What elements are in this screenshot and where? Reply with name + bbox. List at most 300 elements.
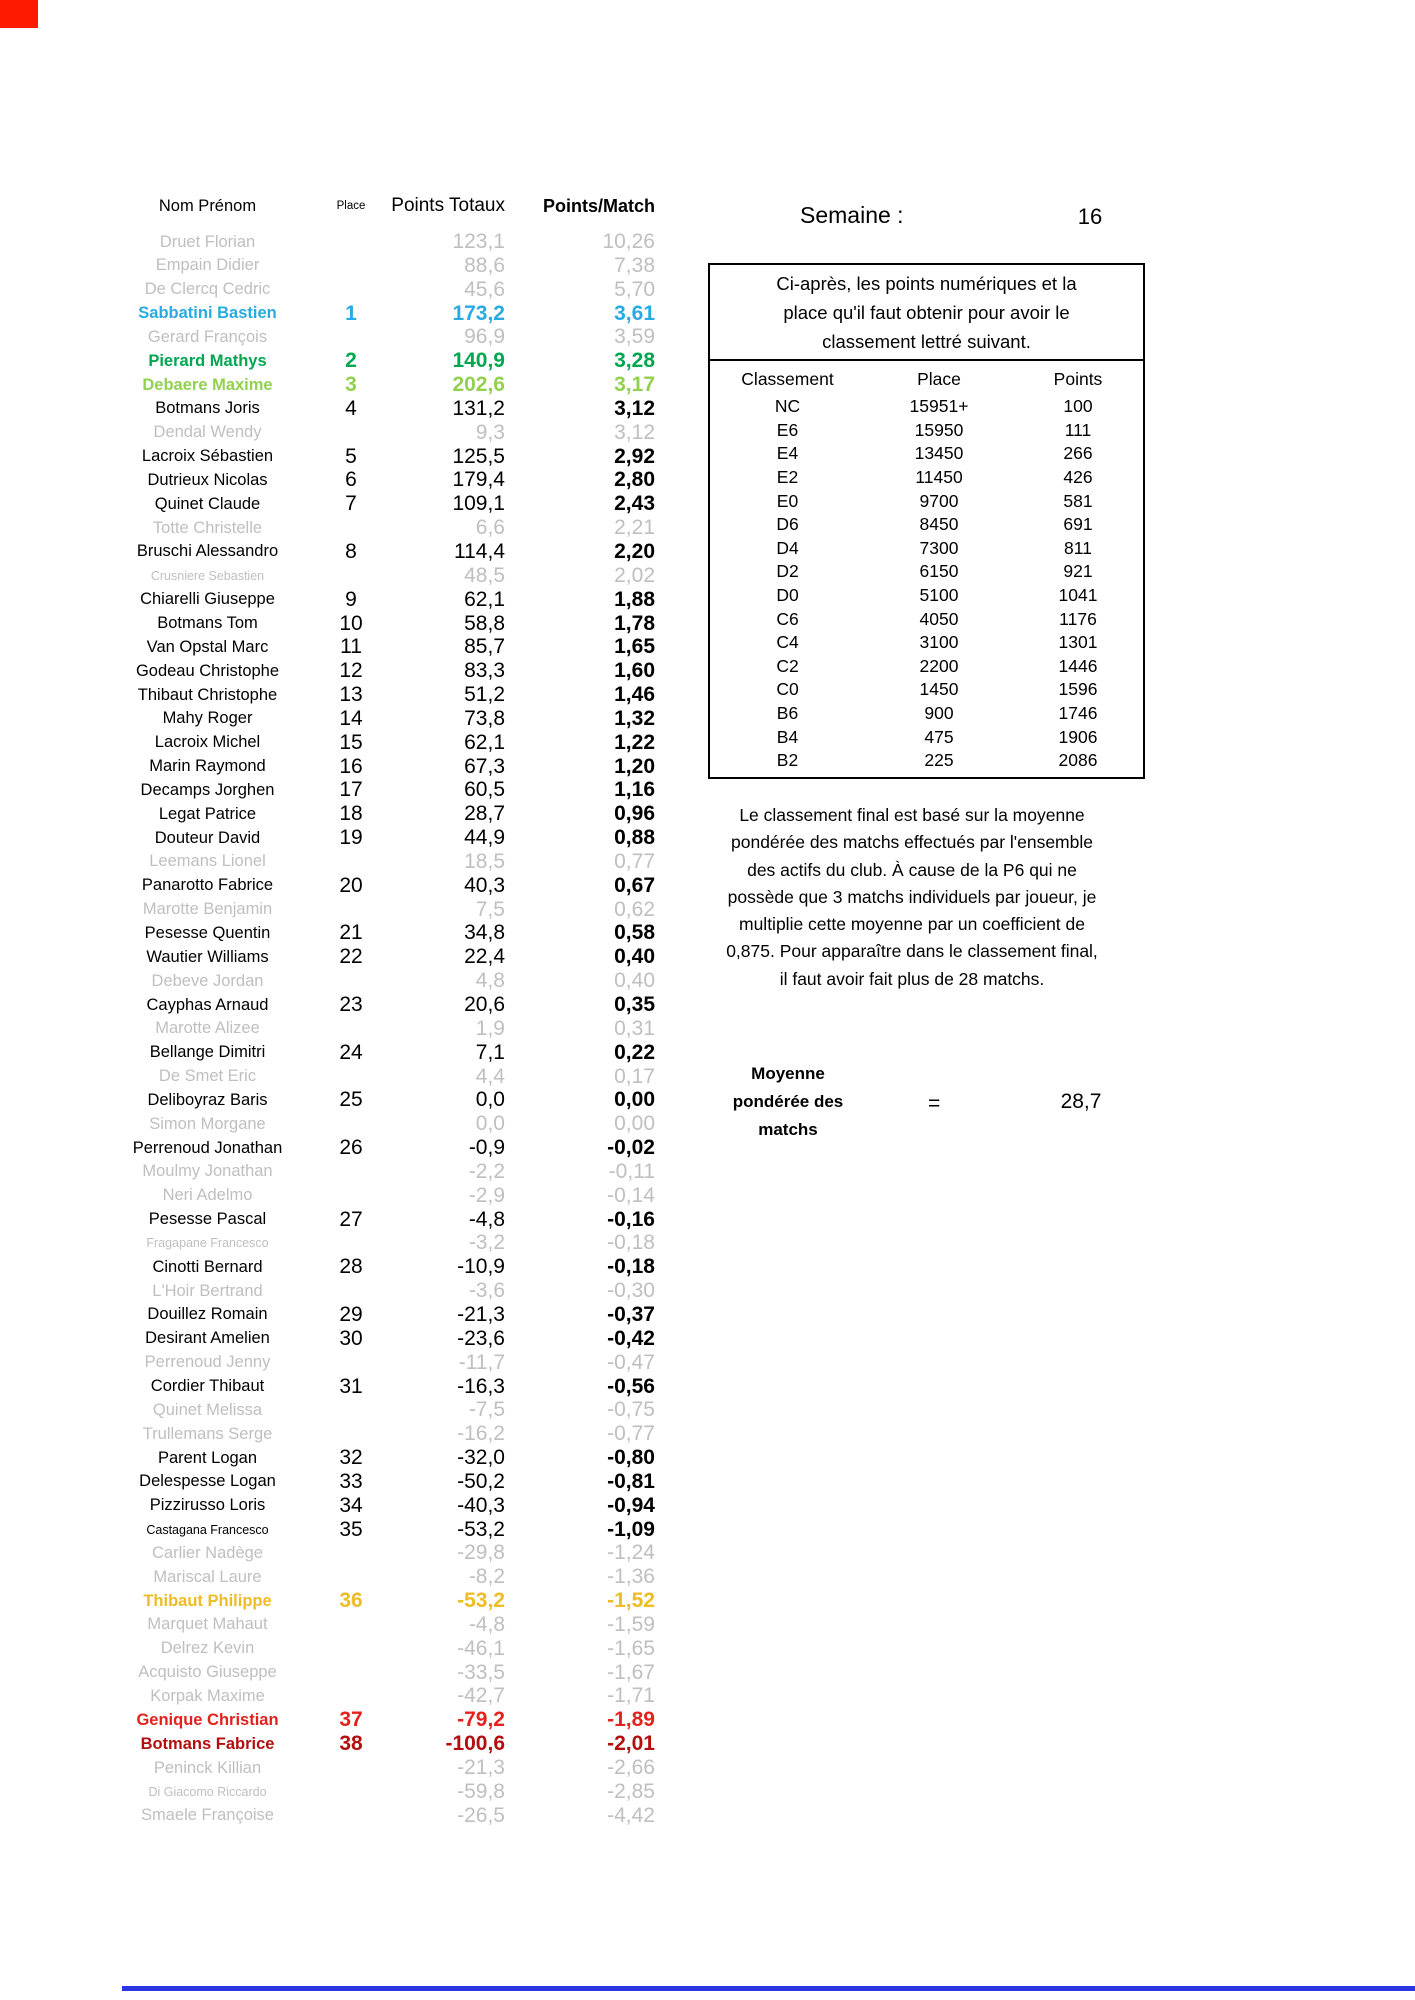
classement-points: 1906 <box>1058 726 1098 747</box>
points-total-value: 73,8 <box>464 706 505 730</box>
points-per-match-value: 0,22 <box>614 1040 655 1064</box>
table-row <box>95 993 655 1017</box>
place-value: 3 <box>345 373 357 397</box>
classement-row <box>710 466 1143 490</box>
player-name: Mariscal Laure <box>153 1567 262 1586</box>
table-row <box>95 1041 655 1065</box>
points-per-match-value: -1,65 <box>607 1636 655 1660</box>
corner-marker <box>0 0 38 28</box>
player-name: Perrenoud Jenny <box>144 1353 271 1372</box>
final-note-line: 0,875. Pour apparaître dans le classement final, <box>726 941 1098 962</box>
table-row <box>95 1375 655 1399</box>
player-name: L'Hoir Bertrand <box>152 1281 263 1300</box>
points-per-match-value: 3,17 <box>614 373 655 397</box>
place-value: 38 <box>339 1732 363 1756</box>
classement-points: 100 <box>1063 396 1093 417</box>
classement-row <box>710 678 1143 702</box>
player-name: Van Opstal Marc <box>146 637 269 656</box>
points-total-value: 40,3 <box>464 873 505 897</box>
points-total-value: -4,8 <box>468 1612 505 1636</box>
place-value: 11 <box>340 635 362 659</box>
points-total-value: 114,4 <box>454 539 505 563</box>
table-row <box>95 1136 655 1160</box>
points-total-value: -3,2 <box>468 1231 505 1255</box>
points-per-match-value: -0,77 <box>607 1422 655 1446</box>
player-name: Wautier Williams <box>146 947 269 966</box>
player-name: Thibaut Philippe <box>143 1591 272 1610</box>
classement-row <box>710 395 1143 419</box>
classement-letter: D0 <box>776 585 799 606</box>
classement-place: 475 <box>924 726 954 747</box>
player-name: Marquet Mahaut <box>147 1615 268 1634</box>
points-total-value: 6,6 <box>475 516 505 540</box>
table-row <box>95 1589 655 1613</box>
table-row <box>95 612 655 636</box>
table-row <box>95 1470 655 1494</box>
place-value: 20 <box>339 873 363 897</box>
player-name: Cayphas Arnaud <box>146 995 269 1014</box>
header-name: Nom Prénom <box>158 196 257 215</box>
player-name: Desirant Amelien <box>145 1329 270 1348</box>
place-value: 34 <box>339 1493 363 1517</box>
points-total-value: -0,9 <box>468 1136 505 1160</box>
table-row <box>95 1708 655 1732</box>
table-row <box>95 302 655 326</box>
points-total-value: -59,8 <box>457 1779 505 1803</box>
classement-header-points: Points <box>1053 368 1103 389</box>
points-per-match-value: -1,24 <box>607 1541 655 1565</box>
table-row <box>95 516 655 540</box>
place-value: 12 <box>339 659 363 683</box>
player-name: Cordier Thibaut <box>150 1377 265 1395</box>
player-name: Mahy Roger <box>162 709 253 728</box>
player-name: Trullemans Serge <box>142 1424 273 1443</box>
place-value: 31 <box>339 1374 363 1398</box>
table-row <box>95 1160 655 1184</box>
classement-letter: B6 <box>776 703 799 724</box>
classement-letter: D4 <box>776 537 799 558</box>
classement-row <box>710 725 1143 749</box>
ranking-table <box>95 192 655 1828</box>
classement-points: 426 <box>1063 467 1093 488</box>
player-name: Acquisto Giuseppe <box>138 1663 277 1682</box>
table-row <box>95 1684 655 1708</box>
place-value: 6 <box>345 468 357 492</box>
points-per-match-value: -1,52 <box>607 1589 655 1613</box>
table-row <box>95 1327 655 1351</box>
points-per-match-value: 0,77 <box>614 849 655 873</box>
classement-points: 921 <box>1063 561 1093 582</box>
table-row <box>95 1088 655 1112</box>
table-row <box>95 1637 655 1661</box>
points-total-value: -32,0 <box>457 1446 505 1470</box>
classement-points: 2086 <box>1058 750 1098 771</box>
points-per-match-value: -1,67 <box>607 1660 655 1684</box>
table-row <box>95 1017 655 1041</box>
ranking-rows <box>95 230 655 1828</box>
place-value: 24 <box>339 1040 363 1064</box>
place-value: 2 <box>345 349 357 373</box>
place-value: 33 <box>339 1469 363 1493</box>
classement-points: 266 <box>1063 443 1093 464</box>
table-row <box>95 564 655 588</box>
table-row <box>95 1065 655 1089</box>
points-total-value: 22,4 <box>464 945 505 969</box>
header-points-total: Points Totaux <box>391 195 505 216</box>
info-line: classement lettré suivant. <box>822 331 1031 352</box>
player-name: Quinet Claude <box>154 494 261 513</box>
points-per-match-value: 1,88 <box>614 587 655 611</box>
classement-place: 4050 <box>919 608 959 629</box>
points-total-value: 28,7 <box>464 802 505 826</box>
points-per-match-value: 0,17 <box>614 1064 655 1088</box>
player-name: Perrenoud Jonathan <box>132 1138 283 1157</box>
week-value: 16 <box>1077 204 1103 229</box>
classement-letter: C4 <box>776 632 799 653</box>
player-name: Cinotti Bernard <box>152 1257 263 1276</box>
table-row <box>95 945 655 969</box>
points-total-value: 67,3 <box>464 754 505 778</box>
points-per-match-value: 7,38 <box>614 253 655 277</box>
header-points-match: Points/Match <box>542 195 655 216</box>
table-row <box>95 802 655 826</box>
table-row <box>95 707 655 731</box>
points-per-match-value: 0,58 <box>614 921 655 945</box>
points-per-match-value: -0,11 <box>608 1159 655 1183</box>
classement-place: 900 <box>924 703 954 724</box>
points-total-value: -46,1 <box>457 1636 505 1660</box>
table-row <box>95 898 655 922</box>
classement-letter: B2 <box>776 750 799 771</box>
final-note-line: il faut avoir fait plus de 28 matchs. <box>779 968 1045 989</box>
classement-row <box>710 631 1143 655</box>
classement-letter: B4 <box>776 726 799 747</box>
classement-header-row <box>710 363 1143 395</box>
player-name: Douteur David <box>154 828 261 847</box>
points-total-value: -40,3 <box>457 1493 505 1517</box>
table-row <box>95 1351 655 1375</box>
points-total-value: -33,5 <box>457 1660 505 1684</box>
classement-row <box>710 655 1143 679</box>
points-total-value: 88,6 <box>464 253 505 277</box>
table-row <box>95 1565 655 1589</box>
place-value: 29 <box>339 1302 363 1326</box>
classement-row <box>710 537 1143 561</box>
table-row <box>95 325 655 349</box>
points-total-value: 45,6 <box>464 277 505 301</box>
classement-letter: C6 <box>776 608 799 629</box>
player-name: Douillez Romain <box>147 1305 268 1324</box>
final-note-line: possède que 3 matchs individuels par joueur, je <box>727 886 1097 907</box>
points-per-match-value: -0,30 <box>607 1279 655 1303</box>
player-name: Neri Adelmo <box>162 1186 253 1205</box>
player-name: Pesesse Quentin <box>144 923 271 942</box>
place-value: 22 <box>339 945 363 969</box>
classement-place: 11450 <box>915 467 963 488</box>
classement-points: 1746 <box>1058 703 1098 724</box>
table-row <box>95 1208 655 1232</box>
table-row <box>95 468 655 492</box>
player-name: Druet Florian <box>159 232 256 251</box>
place-value: 9 <box>345 587 357 611</box>
table-row <box>95 969 655 993</box>
info-line: Ci-après, les points numériques et la <box>776 273 1077 294</box>
points-total-value: -29,8 <box>457 1541 505 1565</box>
table-row <box>95 278 655 302</box>
table-row <box>95 1804 655 1828</box>
table-row <box>95 588 655 612</box>
player-name: Lacroix Michel <box>154 733 261 752</box>
player-name: Totte Christelle <box>152 518 263 537</box>
player-name: Dendal Wendy <box>153 423 262 442</box>
points-total-value: 4,4 <box>475 1064 505 1088</box>
player-name: Genique Christian <box>136 1710 279 1729</box>
table-row <box>95 659 655 683</box>
classement-points: 1301 <box>1058 632 1098 653</box>
table-row <box>95 1780 655 1804</box>
player-name: Legat Patrice <box>158 804 257 823</box>
classement-place: 8450 <box>919 514 959 535</box>
points-per-match-value: -2,01 <box>607 1732 655 1756</box>
points-per-match-value: 3,28 <box>614 349 655 373</box>
points-total-value: -2,9 <box>468 1183 505 1207</box>
points-per-match-value: 1,46 <box>614 683 655 707</box>
points-per-match-value: 2,02 <box>614 563 655 587</box>
points-total-value: 109,1 <box>452 492 505 516</box>
table-row <box>95 492 655 516</box>
player-name: Godeau Christophe <box>135 661 280 680</box>
table-row <box>95 826 655 850</box>
table-row <box>95 1613 655 1637</box>
points-total-value: -7,5 <box>468 1398 505 1422</box>
points-per-match-value: 1,60 <box>614 659 655 683</box>
player-name: Carlier Nadège <box>152 1543 263 1562</box>
points-per-match-value: 1,16 <box>614 778 655 802</box>
points-per-match-value: -0,56 <box>607 1374 655 1398</box>
points-total-value: -16,2 <box>457 1422 505 1446</box>
points-total-value: -3,6 <box>468 1279 505 1303</box>
classement-points: 691 <box>1063 514 1093 535</box>
place-value: 36 <box>339 1589 363 1613</box>
player-name: Simon Morgane <box>149 1114 266 1133</box>
classement-row <box>710 560 1143 584</box>
classement-points: 1596 <box>1058 679 1098 700</box>
table-row <box>95 421 655 445</box>
table-row <box>95 254 655 278</box>
place-value: 1 <box>345 301 357 325</box>
player-name: Smaele Françoise <box>141 1806 274 1825</box>
classement-letter: C0 <box>776 679 799 700</box>
points-total-value: 9,3 <box>475 420 505 444</box>
points-total-value: -26,5 <box>457 1803 505 1827</box>
points-per-match-value: 2,21 <box>614 516 655 540</box>
table-row <box>95 755 655 779</box>
place-value: 19 <box>339 826 363 850</box>
points-total-value: -79,2 <box>457 1708 505 1732</box>
place-value: 17 <box>339 778 363 802</box>
points-total-value: 44,9 <box>464 826 505 850</box>
points-total-value: 0,0 <box>475 1112 505 1136</box>
points-total-value: 62,1 <box>464 730 505 754</box>
table-row <box>95 1279 655 1303</box>
weighted-average-label-line: matchs <box>758 1120 818 1139</box>
player-name: Moulmy Jonathan <box>142 1162 273 1181</box>
points-total-value: 20,6 <box>464 993 505 1016</box>
classement-points: 1176 <box>1059 608 1097 629</box>
classement-place: 15951+ <box>909 396 969 417</box>
points-total-value: 62,1 <box>464 587 505 611</box>
player-name: Botmans Joris <box>155 399 260 418</box>
player-name: Marin Raymond <box>149 757 266 776</box>
classement-letter: E6 <box>776 419 799 440</box>
points-per-match-value: 0,40 <box>614 969 655 993</box>
points-total-value: 7,5 <box>475 897 505 921</box>
points-per-match-value: -2,66 <box>607 1756 655 1779</box>
table-row <box>95 1422 655 1446</box>
classement-info-text <box>710 265 1143 359</box>
points-per-match-value: 2,43 <box>614 492 655 516</box>
table-row <box>95 635 655 659</box>
points-per-match-value: -1,89 <box>607 1708 655 1732</box>
points-total-value: 96,9 <box>464 325 505 349</box>
classement-row <box>710 513 1143 537</box>
points-total-value: 202,6 <box>452 373 505 397</box>
table-row <box>95 778 655 802</box>
points-total-value: -8,2 <box>468 1565 505 1589</box>
classement-row <box>710 607 1143 631</box>
points-per-match-value: -0,18 <box>607 1255 655 1279</box>
table-row <box>95 397 655 421</box>
classement-place: 1450 <box>919 679 959 700</box>
player-name: Empain Didier <box>155 256 260 275</box>
classement-place: 2200 <box>919 655 959 676</box>
table-row <box>95 349 655 373</box>
points-per-match-value: 10,26 <box>602 230 655 253</box>
points-per-match-value: -0,47 <box>607 1350 655 1374</box>
points-per-match-value: 2,20 <box>614 539 655 563</box>
player-name: Leemans Lionel <box>149 852 266 871</box>
table-row <box>95 1255 655 1279</box>
player-name: Delrez Kevin <box>160 1639 255 1658</box>
points-per-match-value: -1,71 <box>607 1684 655 1708</box>
points-total-value: 51,2 <box>464 683 505 707</box>
table-row <box>95 874 655 898</box>
classement-letter: E0 <box>776 490 799 511</box>
classement-place: 225 <box>924 750 954 771</box>
place-value: 26 <box>339 1136 363 1160</box>
player-name: Panarotto Fabrice <box>141 876 274 895</box>
table-row <box>95 921 655 945</box>
points-per-match-value: 0,40 <box>614 945 655 969</box>
weighted-average-label-line: Moyenne <box>751 1064 825 1083</box>
page-break-line <box>122 1986 1415 1991</box>
classement-points: 111 <box>1064 419 1092 440</box>
points-total-value: 34,8 <box>464 921 505 945</box>
final-note <box>697 802 1127 993</box>
place-value: 35 <box>339 1517 363 1541</box>
player-name: Delespesse Logan <box>139 1472 276 1491</box>
classement-letter: D6 <box>776 514 799 535</box>
player-name: Pizzirusso Loris <box>149 1496 266 1515</box>
points-total-value: -10,9 <box>457 1255 505 1279</box>
weighted-average-label-line: pondérée des <box>732 1092 844 1111</box>
classement-letter: D2 <box>776 561 799 582</box>
classement-place: 6150 <box>919 561 959 582</box>
classement-row <box>710 702 1143 726</box>
player-name: Bruschi Alessandro <box>136 542 279 561</box>
table-row <box>95 683 655 707</box>
points-per-match-value: -0,37 <box>607 1302 655 1326</box>
place-value: 37 <box>339 1708 363 1732</box>
table-row <box>95 1756 655 1780</box>
points-total-value: -21,3 <box>457 1756 505 1779</box>
table-row <box>95 1518 655 1542</box>
player-name: Dutrieux Nicolas <box>147 470 268 489</box>
points-total-value: 140,9 <box>452 349 505 373</box>
final-note-line: Le classement final est basé sur la moyenne <box>739 805 1085 825</box>
player-name: Parent Logan <box>157 1448 258 1467</box>
classement-place: 7300 <box>919 537 959 558</box>
table-row <box>95 373 655 397</box>
points-total-value: 173,2 <box>452 301 505 325</box>
points-per-match-value: 0,88 <box>614 826 655 850</box>
points-per-match-value: 0,96 <box>614 802 655 826</box>
points-total-value: 1,9 <box>475 1016 505 1040</box>
player-name: Sabbatini Bastien <box>138 304 277 323</box>
points-per-match-value: -0,80 <box>607 1446 655 1470</box>
classement-letter: E2 <box>776 467 799 488</box>
points-per-match-value: 5,70 <box>614 277 655 301</box>
place-value: 32 <box>339 1446 363 1470</box>
points-total-value: 18,5 <box>464 849 505 873</box>
table-row <box>95 1303 655 1327</box>
place-value: 23 <box>339 993 363 1016</box>
table-row <box>95 1661 655 1685</box>
classement-letter: E4 <box>776 443 799 464</box>
table-row <box>95 1231 655 1255</box>
points-total-value: -53,2 <box>457 1517 505 1541</box>
place-value: 16 <box>339 754 363 778</box>
points-total-value: -16,3 <box>457 1374 505 1398</box>
player-name: De Clercq Cedric <box>144 280 271 299</box>
points-total-value: -53,2 <box>457 1589 505 1613</box>
table-row <box>95 1184 655 1208</box>
place-value: 15 <box>339 730 363 754</box>
points-total-value: 4,8 <box>475 969 505 993</box>
points-total-value: 123,1 <box>452 230 505 253</box>
points-per-match-value: -0,18 <box>607 1231 655 1255</box>
points-per-match-value: 0,31 <box>614 1016 655 1040</box>
classement-row <box>710 489 1143 513</box>
points-total-value: -42,7 <box>457 1684 505 1708</box>
classement-row <box>710 419 1143 443</box>
place-value: 5 <box>345 444 357 468</box>
place-value: 8 <box>345 539 357 563</box>
points-total-value: 7,1 <box>475 1040 505 1064</box>
classement-points: 1041 <box>1058 585 1098 606</box>
player-name: Di Giacomo Riccardo <box>148 1784 267 1799</box>
player-name: Korpak Maxime <box>150 1686 265 1705</box>
classement-place: 9700 <box>919 490 959 511</box>
points-per-match-value: 0,35 <box>614 993 655 1016</box>
points-per-match-value: -1,59 <box>607 1612 655 1636</box>
classement-row <box>710 584 1143 608</box>
weighted-average-value: 28,7 <box>1060 1090 1102 1113</box>
place-value: 4 <box>345 396 357 420</box>
table-row <box>95 445 655 469</box>
points-total-value: -4,8 <box>468 1207 505 1231</box>
player-name: Debeve Jordan <box>151 971 264 990</box>
